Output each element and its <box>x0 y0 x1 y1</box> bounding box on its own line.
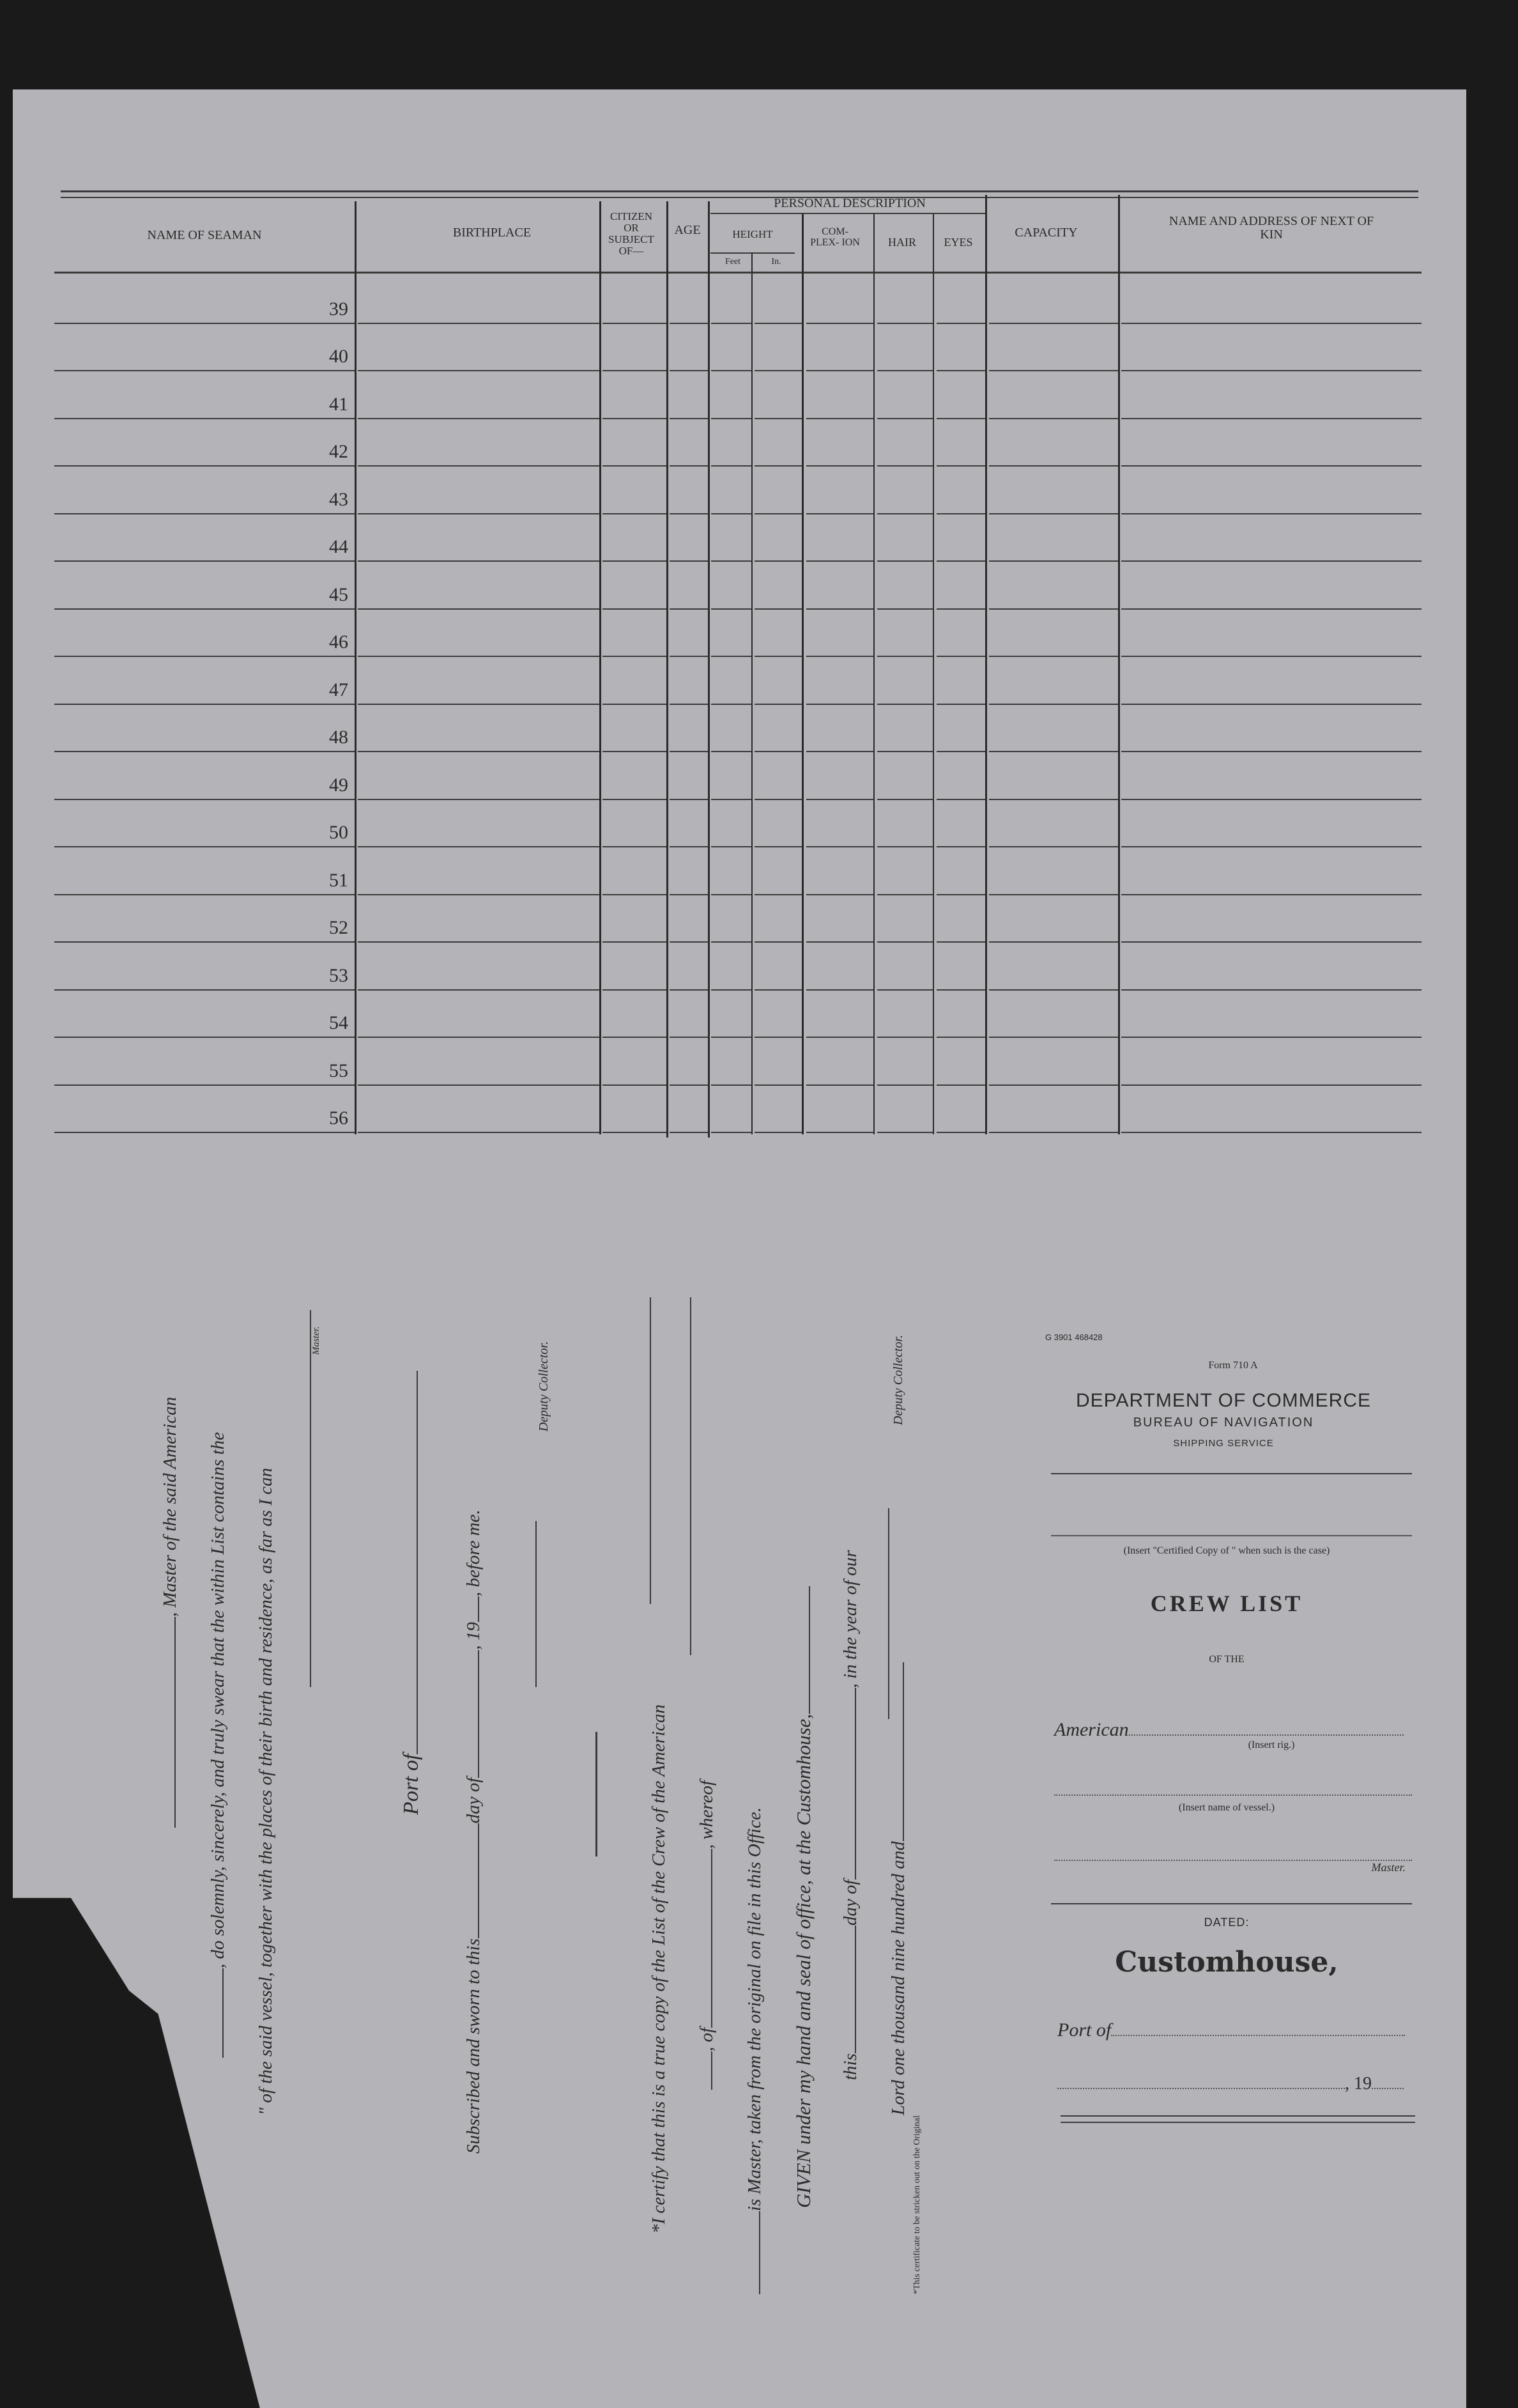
blank-master-name <box>174 1617 176 1828</box>
row-rule <box>711 418 751 419</box>
row-number: 43 <box>329 488 348 510</box>
row-rule <box>937 513 985 514</box>
row-rule <box>1121 513 1422 514</box>
certify-line-6: Lord one thousand nine hundred and <box>888 1662 909 2115</box>
row-rule <box>755 418 802 419</box>
row-rule <box>1121 751 1422 752</box>
row-rule <box>54 1037 355 1038</box>
row-rule <box>602 465 666 467</box>
header-next-of-kin: NAME AND ADDRESS OF NEXT OF KIN <box>1169 214 1374 242</box>
deputy-collector-label: Deputy Collector. <box>537 1341 551 1432</box>
row-rule <box>989 1132 1118 1133</box>
certify-line-3: is Master, taken from the original on file in this Office. <box>744 1807 765 2294</box>
row-rule <box>989 704 1118 705</box>
port-of-label: Port of <box>399 1371 424 1815</box>
row-rule <box>937 418 985 419</box>
certify-line-4: GIVEN under my hand and seal of office, at the Customhouse, <box>792 1586 815 2208</box>
row-rule <box>670 751 708 752</box>
row-rule <box>755 1084 802 1086</box>
row-rule <box>670 370 708 371</box>
header-feet: Feet <box>724 257 741 266</box>
row-rule <box>670 418 708 419</box>
row-rule <box>877 323 933 324</box>
row-rule <box>877 465 933 467</box>
row-rule <box>602 894 666 895</box>
blank-vessel <box>222 1968 224 2058</box>
row-rule <box>358 894 599 895</box>
row-number: 41 <box>329 393 348 415</box>
row-rule <box>54 941 355 943</box>
row-rule <box>1121 799 1422 800</box>
header-eyes: EYES <box>944 236 973 249</box>
row-rule <box>711 560 751 562</box>
row-rule <box>937 799 985 800</box>
row-rule <box>877 941 933 943</box>
header-birthplace: BIRTHPLACE <box>452 226 532 240</box>
certify-deputy-label: Deputy Collector. <box>891 1334 905 1425</box>
row-rule <box>711 1132 751 1133</box>
row-rule <box>989 846 1118 847</box>
row-rule <box>806 560 873 562</box>
header-hair: HAIR <box>888 236 916 249</box>
row-rule <box>602 1132 666 1133</box>
row-rule <box>1121 656 1422 657</box>
row-rule <box>711 989 751 991</box>
row-number: 46 <box>329 631 348 652</box>
row-rule <box>54 1084 355 1086</box>
row-rule <box>989 370 1118 371</box>
row-rule <box>755 608 802 610</box>
row-rule <box>1121 418 1422 419</box>
row-rule <box>602 560 666 562</box>
row-rule <box>602 370 666 371</box>
row-rule <box>670 608 708 610</box>
row-rule <box>806 704 873 705</box>
row-rule <box>989 894 1118 895</box>
row-rule <box>711 799 751 800</box>
row-rule <box>755 751 802 752</box>
row-rule <box>806 323 873 324</box>
row-rule <box>937 894 985 895</box>
row-rule <box>602 941 666 943</box>
row-number: 52 <box>329 917 348 938</box>
oath-line-1: , Master of the said American <box>160 1397 181 1828</box>
row-rule <box>989 1084 1118 1086</box>
row-rule <box>877 608 933 610</box>
row-rule <box>602 418 666 419</box>
row-rule <box>670 846 708 847</box>
row-number: 53 <box>329 964 348 986</box>
row-rule <box>989 941 1118 943</box>
row-rule <box>670 560 708 562</box>
row-rule <box>1121 560 1422 562</box>
row-rule <box>937 656 985 657</box>
row-rule <box>806 1084 873 1086</box>
row-rule <box>877 751 933 752</box>
row-rule <box>877 1084 933 1086</box>
row-rule <box>54 418 355 419</box>
row-rule <box>755 941 802 943</box>
row-rule <box>54 323 355 324</box>
insert-rig-label: (Insert rig.) <box>1248 1740 1295 1750</box>
row-rule <box>1121 608 1422 610</box>
row-rule <box>711 323 751 324</box>
master-signature-label: Master. <box>311 1326 321 1355</box>
top-rule <box>61 190 1418 192</box>
row-rule <box>602 799 666 800</box>
row-number: 54 <box>329 1012 348 1033</box>
row-rule <box>937 1037 985 1038</box>
insert-certified-note: (Insert "Certified Copy of " when such is the case) <box>1123 1545 1330 1556</box>
col-line <box>985 195 987 1134</box>
row-rule <box>806 894 873 895</box>
row-rule <box>54 704 355 705</box>
certify-line-2: , of, whereof <box>696 1780 717 2090</box>
row-rule <box>358 846 599 847</box>
row-rule <box>602 323 666 324</box>
vessel-name-line <box>1054 1794 1412 1796</box>
row-rule <box>54 370 355 371</box>
section-divider <box>595 1732 597 1856</box>
row-rule <box>937 989 985 991</box>
row-rule <box>989 656 1118 657</box>
cover-rule <box>1051 1473 1412 1474</box>
row-rule <box>755 799 802 800</box>
row-rule <box>937 560 985 562</box>
row-rule <box>711 465 751 467</box>
row-rule <box>358 323 599 324</box>
row-number: 56 <box>329 1108 348 1129</box>
row-rule <box>755 656 802 657</box>
crew-list-title: CREW LIST <box>1150 1591 1303 1616</box>
certify-deputy-line <box>888 1508 889 1719</box>
header-personal-description: PERSONAL DESCRIPTION <box>774 196 926 210</box>
row-rule <box>989 1037 1118 1038</box>
row-rule <box>602 656 666 657</box>
row-rule <box>670 1037 708 1038</box>
row-rule <box>989 513 1118 514</box>
row-number: 44 <box>329 536 348 557</box>
row-number: 42 <box>329 441 348 462</box>
row-rule <box>989 560 1118 562</box>
row-rule <box>937 704 985 705</box>
row-rule <box>358 799 599 800</box>
row-rule <box>877 418 933 419</box>
row-rule <box>1121 941 1422 943</box>
row-rule <box>937 1132 985 1133</box>
header-capacity: CAPACITY <box>1015 226 1078 240</box>
row-rule <box>877 560 933 562</box>
row-rule <box>755 1037 802 1038</box>
row-rule <box>670 1084 708 1086</box>
col-line <box>599 201 601 1134</box>
row-rule <box>358 465 599 467</box>
header-bottom-rule <box>54 272 1422 274</box>
row-rule <box>358 656 599 657</box>
master-signature-line <box>310 1310 311 1687</box>
row-rule <box>989 751 1118 752</box>
row-rule <box>806 418 873 419</box>
row-number: 49 <box>329 774 348 796</box>
row-rule <box>54 656 355 657</box>
row-rule <box>989 465 1118 467</box>
header-complexion: COM- PLEX- ION <box>810 226 860 248</box>
row-rule <box>54 799 355 800</box>
row-rule <box>602 846 666 847</box>
service-title: SHIPPING SERVICE <box>1173 1438 1274 1449</box>
customhouse-label: Customhouse, <box>1115 1946 1338 1979</box>
row-rule <box>755 1132 802 1133</box>
row-rule <box>358 513 599 514</box>
oath-line-2: , do solemnly, sincerely, and truly swear that the within List contains the <box>208 1432 229 2058</box>
col-line <box>751 252 753 1134</box>
row-rule <box>358 704 599 705</box>
header-name-of-seaman: NAME OF SEAMAN <box>147 228 262 242</box>
row-rule <box>602 989 666 991</box>
row-rule <box>806 989 873 991</box>
cover-bottom-rule <box>1061 2115 1415 2117</box>
row-rule <box>877 1132 933 1133</box>
row-rule <box>670 941 708 943</box>
row-rule <box>806 608 873 610</box>
dated-label: DATED: <box>1204 1916 1250 1929</box>
row-rule <box>806 846 873 847</box>
row-rule <box>1121 1132 1422 1133</box>
print-code: G 3901 468428 <box>1045 1332 1103 1342</box>
row-rule <box>806 513 873 514</box>
row-rule <box>670 656 708 657</box>
row-rule <box>711 1037 751 1038</box>
row-rule <box>670 323 708 324</box>
row-rule <box>877 704 933 705</box>
row-rule <box>54 894 355 895</box>
header-age: AGE <box>674 223 701 237</box>
col-line <box>666 201 668 1138</box>
row-rule <box>358 608 599 610</box>
row-rule <box>358 370 599 371</box>
row-rule <box>711 370 751 371</box>
row-number: 39 <box>329 298 348 320</box>
row-rule <box>806 465 873 467</box>
row-rule <box>755 560 802 562</box>
cover-year-line: , 19 <box>1057 2074 1415 2094</box>
cover-rule <box>1051 1903 1412 1904</box>
row-number: 51 <box>329 869 348 891</box>
row-rule <box>877 513 933 514</box>
row-rule <box>1121 894 1422 895</box>
row-rule <box>711 513 751 514</box>
row-rule <box>711 608 751 610</box>
row-rule <box>937 323 985 324</box>
certify-line-1: *I certify that this is a true copy of the List of the Crew of the American <box>648 1704 669 2234</box>
header-inches: In. <box>771 257 781 266</box>
row-rule <box>937 608 985 610</box>
row-rule <box>806 941 873 943</box>
certificate-footnote: *This certificate to be stricken out on the Original <box>912 2115 922 2294</box>
row-rule <box>602 513 666 514</box>
row-rule <box>670 1132 708 1133</box>
header-height: HEIGHT <box>732 228 773 240</box>
row-rule <box>806 656 873 657</box>
row-rule <box>602 1084 666 1086</box>
row-rule <box>989 323 1118 324</box>
row-rule <box>1121 370 1422 371</box>
row-rule <box>877 656 933 657</box>
row-rule <box>989 608 1118 610</box>
oath-line-3: " of the said vessel, together with the places of their birth and residence, as far as I can <box>256 1467 276 2115</box>
row-rule <box>1121 1084 1422 1086</box>
row-rule <box>1121 323 1422 324</box>
row-rule <box>670 465 708 467</box>
row-rule <box>806 370 873 371</box>
row-rule <box>877 989 933 991</box>
row-rule <box>755 323 802 324</box>
row-rule <box>1121 1037 1422 1038</box>
row-rule <box>755 894 802 895</box>
row-number: 45 <box>329 583 348 605</box>
row-rule <box>711 1084 751 1086</box>
personal-subrule <box>710 213 985 214</box>
row-rule <box>1121 846 1422 847</box>
row-number: 40 <box>329 346 348 367</box>
row-rule <box>670 704 708 705</box>
col-line <box>873 214 875 1134</box>
row-rule <box>358 1084 599 1086</box>
row-rule <box>358 418 599 419</box>
insert-vessel-name-label: (Insert name of vessel.) <box>1178 1802 1275 1813</box>
cover-bottom-rule <box>1061 2122 1415 2123</box>
row-rule <box>711 704 751 705</box>
master-label: Master. <box>1371 1861 1406 1874</box>
row-rule <box>358 751 599 752</box>
deputy-collector-line <box>535 1521 537 1687</box>
row-rule <box>937 941 985 943</box>
row-rule <box>937 1084 985 1086</box>
certify-whereof-line <box>690 1297 691 1655</box>
row-rule <box>711 941 751 943</box>
row-rule <box>806 751 873 752</box>
row-rule <box>1121 704 1422 705</box>
row-rule <box>755 989 802 991</box>
row-rule <box>877 799 933 800</box>
row-rule <box>1121 465 1422 467</box>
of-the-label: OF THE <box>1209 1654 1245 1665</box>
subscribed-line: Subscribed and sworn to thisday of, 19, before me. <box>463 1509 484 2154</box>
row-rule <box>937 751 985 752</box>
row-rule <box>877 894 933 895</box>
col-line <box>708 201 710 1138</box>
header-citizen: CITIZEN OR SUBJECT OF— <box>608 210 654 257</box>
row-rule <box>877 846 933 847</box>
certify-vessel-line <box>650 1297 651 1604</box>
row-number: 48 <box>329 727 348 748</box>
form-number: Form 710 A <box>1208 1360 1258 1371</box>
col-line <box>355 201 356 1134</box>
row-rule <box>602 704 666 705</box>
row-number: 50 <box>329 822 348 843</box>
row-rule <box>54 751 355 752</box>
row-rule <box>54 608 355 610</box>
row-rule <box>711 846 751 847</box>
col-line <box>933 214 934 1134</box>
row-rule <box>877 1037 933 1038</box>
row-rule <box>806 1132 873 1133</box>
row-rule <box>358 1037 599 1038</box>
row-rule <box>358 941 599 943</box>
row-rule <box>806 1037 873 1038</box>
row-rule <box>670 799 708 800</box>
col-line <box>802 214 804 1134</box>
row-rule <box>602 1037 666 1038</box>
row-rule <box>54 560 355 562</box>
row-rule <box>989 418 1118 419</box>
row-rule <box>54 465 355 467</box>
row-rule <box>877 370 933 371</box>
row-rule <box>755 846 802 847</box>
row-rule <box>602 608 666 610</box>
row-rule <box>937 465 985 467</box>
row-rule <box>937 370 985 371</box>
row-rule <box>54 513 355 514</box>
row-rule <box>670 894 708 895</box>
row-rule <box>602 751 666 752</box>
row-rule <box>806 799 873 800</box>
row-rule <box>358 1132 599 1133</box>
crew-table <box>0 0 1518 1150</box>
row-rule <box>54 1132 355 1133</box>
row-number: 55 <box>329 1060 348 1081</box>
row-rule <box>358 989 599 991</box>
row-rule <box>711 656 751 657</box>
row-rule <box>755 704 802 705</box>
row-rule <box>711 894 751 895</box>
height-subrule <box>710 252 795 254</box>
row-rule <box>755 465 802 467</box>
row-rule <box>755 370 802 371</box>
port-of-cover: Port of <box>1057 2019 1415 2041</box>
cover-rule <box>1051 1535 1412 1536</box>
american-label: American <box>1054 1719 1412 1741</box>
row-rule <box>989 799 1118 800</box>
col-line <box>1118 195 1120 1134</box>
row-number: 47 <box>329 679 348 700</box>
row-rule <box>358 560 599 562</box>
row-rule <box>1121 989 1422 991</box>
row-rule <box>711 751 751 752</box>
row-rule <box>670 989 708 991</box>
department-title: DEPARTMENT OF COMMERCE <box>1075 1390 1372 1411</box>
row-rule <box>755 513 802 514</box>
bureau-title: BUREAU OF NAVIGATION <box>1133 1416 1314 1430</box>
row-rule <box>670 513 708 514</box>
row-rule <box>937 846 985 847</box>
row-rule <box>54 846 355 847</box>
row-rule <box>54 989 355 991</box>
certify-line-5: thisday of, in the year of our <box>840 1550 861 2080</box>
row-rule <box>989 989 1118 991</box>
